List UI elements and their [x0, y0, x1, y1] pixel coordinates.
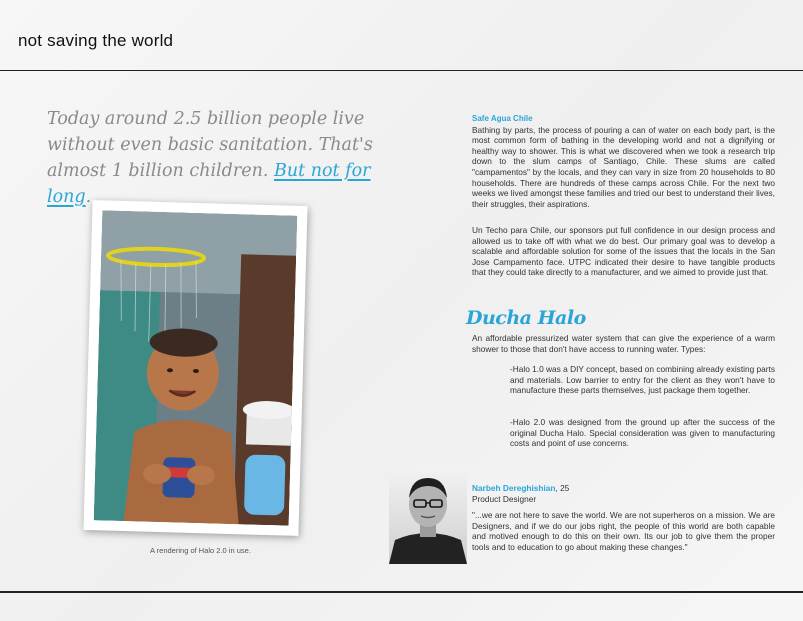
photo-frame	[83, 200, 307, 536]
designer-name: Narbeh Dereghishian	[472, 483, 556, 493]
designer-quote: "...we are not here to save the world. We are not superheros on a mission. We are Designers, and if we do our jobs right, the people of this world are both capable and motived enough to do this on their own. Its our job to give them the proper tools and to education to go about making these changes."	[472, 510, 775, 552]
list-item: -Halo 2.0 was designed from the ground up after the success of the original Ducha Halo. Special consideration was given to manufacturing costs and point of use concerns.	[510, 417, 775, 449]
lead-text: Today around 2.5 billion people live without even basic sanitation. That's almost 1 billion children.	[47, 109, 373, 181]
list-item: -Halo 1.0 was a DIY concept, based on combining already existing parts and materials. Low barrier to entry for the client as they won't have to manufacture these parts themselves, just package them together.	[510, 364, 775, 396]
designer-portrait	[389, 468, 467, 564]
portrait-illustration	[389, 468, 467, 564]
designer-age: , 25	[555, 483, 570, 493]
footer-divider	[0, 591, 803, 593]
designer-role: Product Designer	[472, 494, 537, 504]
section-title-ducha-halo: Ducha Halo	[466, 307, 586, 329]
shower-photo	[94, 210, 298, 525]
header-divider	[0, 70, 803, 71]
shower-photo-illustration	[94, 210, 298, 525]
section-safe-agua	[472, 114, 775, 209]
lead-quote	[47, 106, 377, 210]
lead-accent: But not for long	[47, 161, 371, 207]
page-header-title: not saving the world	[18, 31, 174, 50]
section-paragraph-2: Un Techo para Chile, our sponsors put full confidence in our design process and allowed us to take off with what we do best. Our primary goal was to develop a scalable and affordable solution for some of the issues that the locals in the San Jose Campamento face. UTPC indicated their desire to have tangible products that they could take directly to a manufacturer, and we aimed to provide just that.	[472, 225, 775, 278]
section-title-safe-agua: Safe Agua Chile	[472, 114, 533, 123]
lead-tail: .	[85, 187, 92, 207]
photo-caption: A rendering of Halo 2.0 in use.	[150, 546, 251, 555]
section-paragraph-1: Bathing by parts, the process of pouring a can of water on each body part, is the most common form of bathing in the developing world and not a dignifying or healthy way to shower. This is what we discovered when we took a research trip down to the slum camps of Santiago, Chile. These slums are called "campamentos" by the locals, and they can vary in size from 20 households to 80 households. There are hundreds of these camps across Chile. For the next two weeks we lived amongst these families and tried our best to understand their lives, their struggles, their aspirations.	[472, 124, 775, 209]
ducha-halo-intro: An affordable pressurized water system that can give the experience of a warm shower to those that don't have access to running water. Types:	[472, 333, 775, 354]
designer-info	[472, 483, 569, 505]
